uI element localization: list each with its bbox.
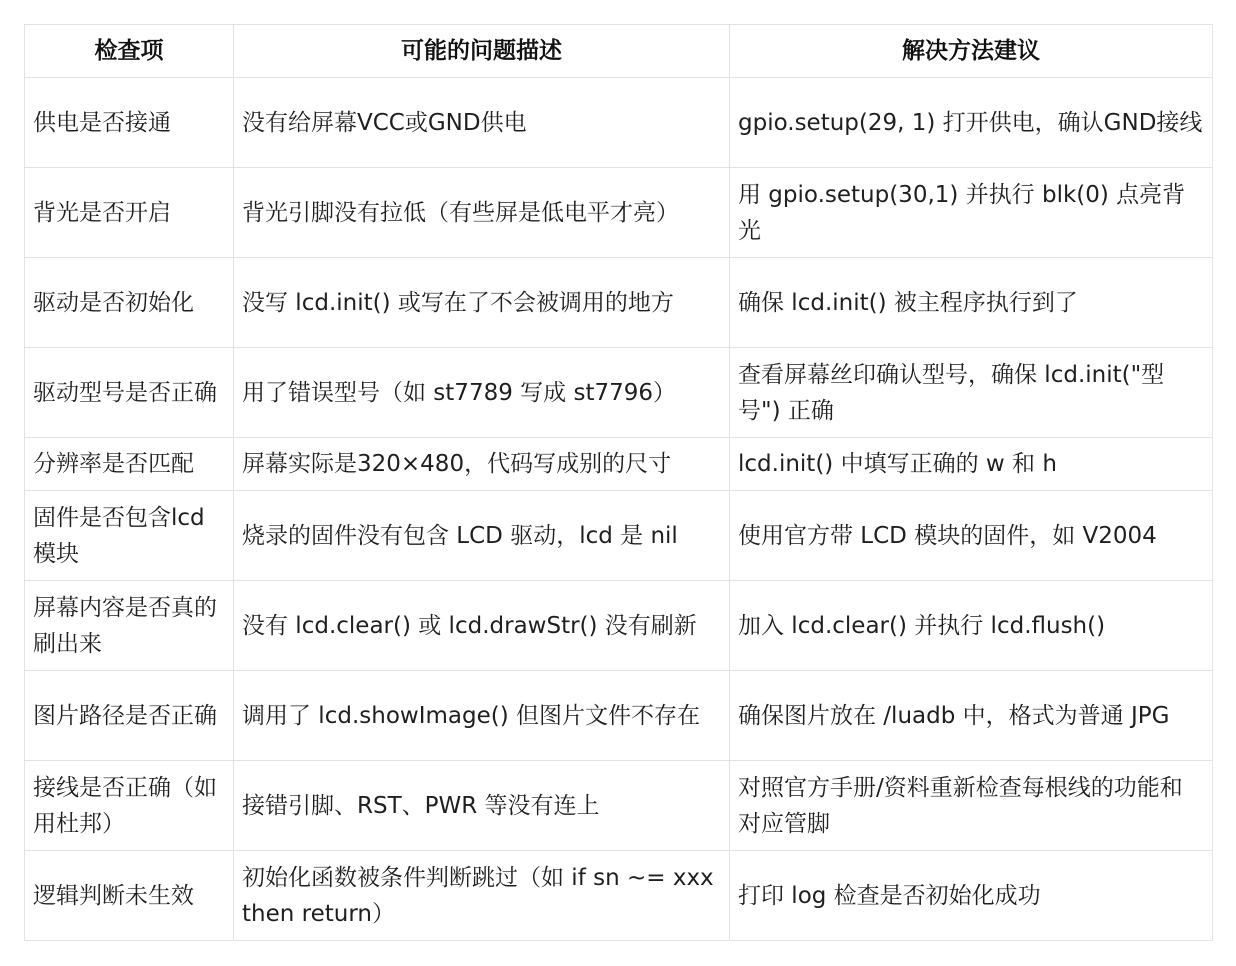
cell-solution: 对照官方手册/资料重新检查每根线的功能和对应管脚	[730, 761, 1213, 851]
cell-problem: 屏幕实际是320×480，代码写成别的尺寸	[234, 438, 730, 491]
cell-solution: 使用官方带 LCD 模块的固件，如 V2004	[730, 491, 1213, 581]
cell-check: 固件是否包含lcd模块	[25, 491, 234, 581]
cell-problem: 没写 lcd.init() 或写在了不会被调用的地方	[234, 258, 730, 348]
table-row	[25, 438, 1213, 491]
cell-solution: 打印 log 检查是否初始化成功	[730, 851, 1213, 941]
table-row	[25, 581, 1213, 671]
cell-check: 接线是否正确（如用杜邦）	[25, 761, 234, 851]
cell-solution: 查看屏幕丝印确认型号，确保 lcd.init("型号") 正确	[730, 348, 1213, 438]
table-row	[25, 168, 1213, 258]
cell-problem: 烧录的固件没有包含 LCD 驱动，lcd 是 nil	[234, 491, 730, 581]
header-check-item: 检查项	[25, 25, 234, 78]
table-row	[25, 761, 1213, 851]
cell-problem: 没有 lcd.clear() 或 lcd.drawStr() 没有刷新	[234, 581, 730, 671]
cell-problem: 调用了 lcd.showImage() 但图片文件不存在	[234, 671, 730, 761]
cell-solution: lcd.init() 中填写正确的 w 和 h	[730, 438, 1213, 491]
cell-problem: 没有给屏幕VCC或GND供电	[234, 78, 730, 168]
cell-check: 背光是否开启	[25, 168, 234, 258]
table-row	[25, 671, 1213, 761]
cell-check: 逻辑判断未生效	[25, 851, 234, 941]
cell-solution: 确保 lcd.init() 被主程序执行到了	[730, 258, 1213, 348]
cell-check: 驱动是否初始化	[25, 258, 234, 348]
cell-check: 屏幕内容是否真的刷出来	[25, 581, 234, 671]
header-problem-description: 可能的问题描述	[234, 25, 730, 78]
table-header-row	[25, 25, 1213, 78]
troubleshooting-table	[24, 24, 1213, 941]
cell-solution: 用 gpio.setup(30,1) 并执行 blk(0) 点亮背光	[730, 168, 1213, 258]
cell-solution: 确保图片放在 /luadb 中，格式为普通 JPG	[730, 671, 1213, 761]
cell-problem: 用了错误型号（如 st7789 写成 st7796）	[234, 348, 730, 438]
cell-solution: gpio.setup(29, 1) 打开供电，确认GND接线	[730, 78, 1213, 168]
cell-check: 供电是否接通	[25, 78, 234, 168]
table-row	[25, 348, 1213, 438]
table-row	[25, 491, 1213, 581]
table-row	[25, 78, 1213, 168]
cell-check: 分辨率是否匹配	[25, 438, 234, 491]
cell-solution: 加入 lcd.clear() 并执行 lcd.flush()	[730, 581, 1213, 671]
table-row	[25, 258, 1213, 348]
table-row	[25, 851, 1213, 941]
cell-check: 驱动型号是否正确	[25, 348, 234, 438]
cell-problem: 接错引脚、RST、PWR 等没有连上	[234, 761, 730, 851]
cell-problem: 背光引脚没有拉低（有些屏是低电平才亮）	[234, 168, 730, 258]
header-solution-suggestion: 解决方法建议	[730, 25, 1213, 78]
troubleshooting-table-container	[24, 24, 1212, 941]
cell-problem: 初始化函数被条件判断跳过（如 if sn ~= xxx then return）	[234, 851, 730, 941]
cell-check: 图片路径是否正确	[25, 671, 234, 761]
